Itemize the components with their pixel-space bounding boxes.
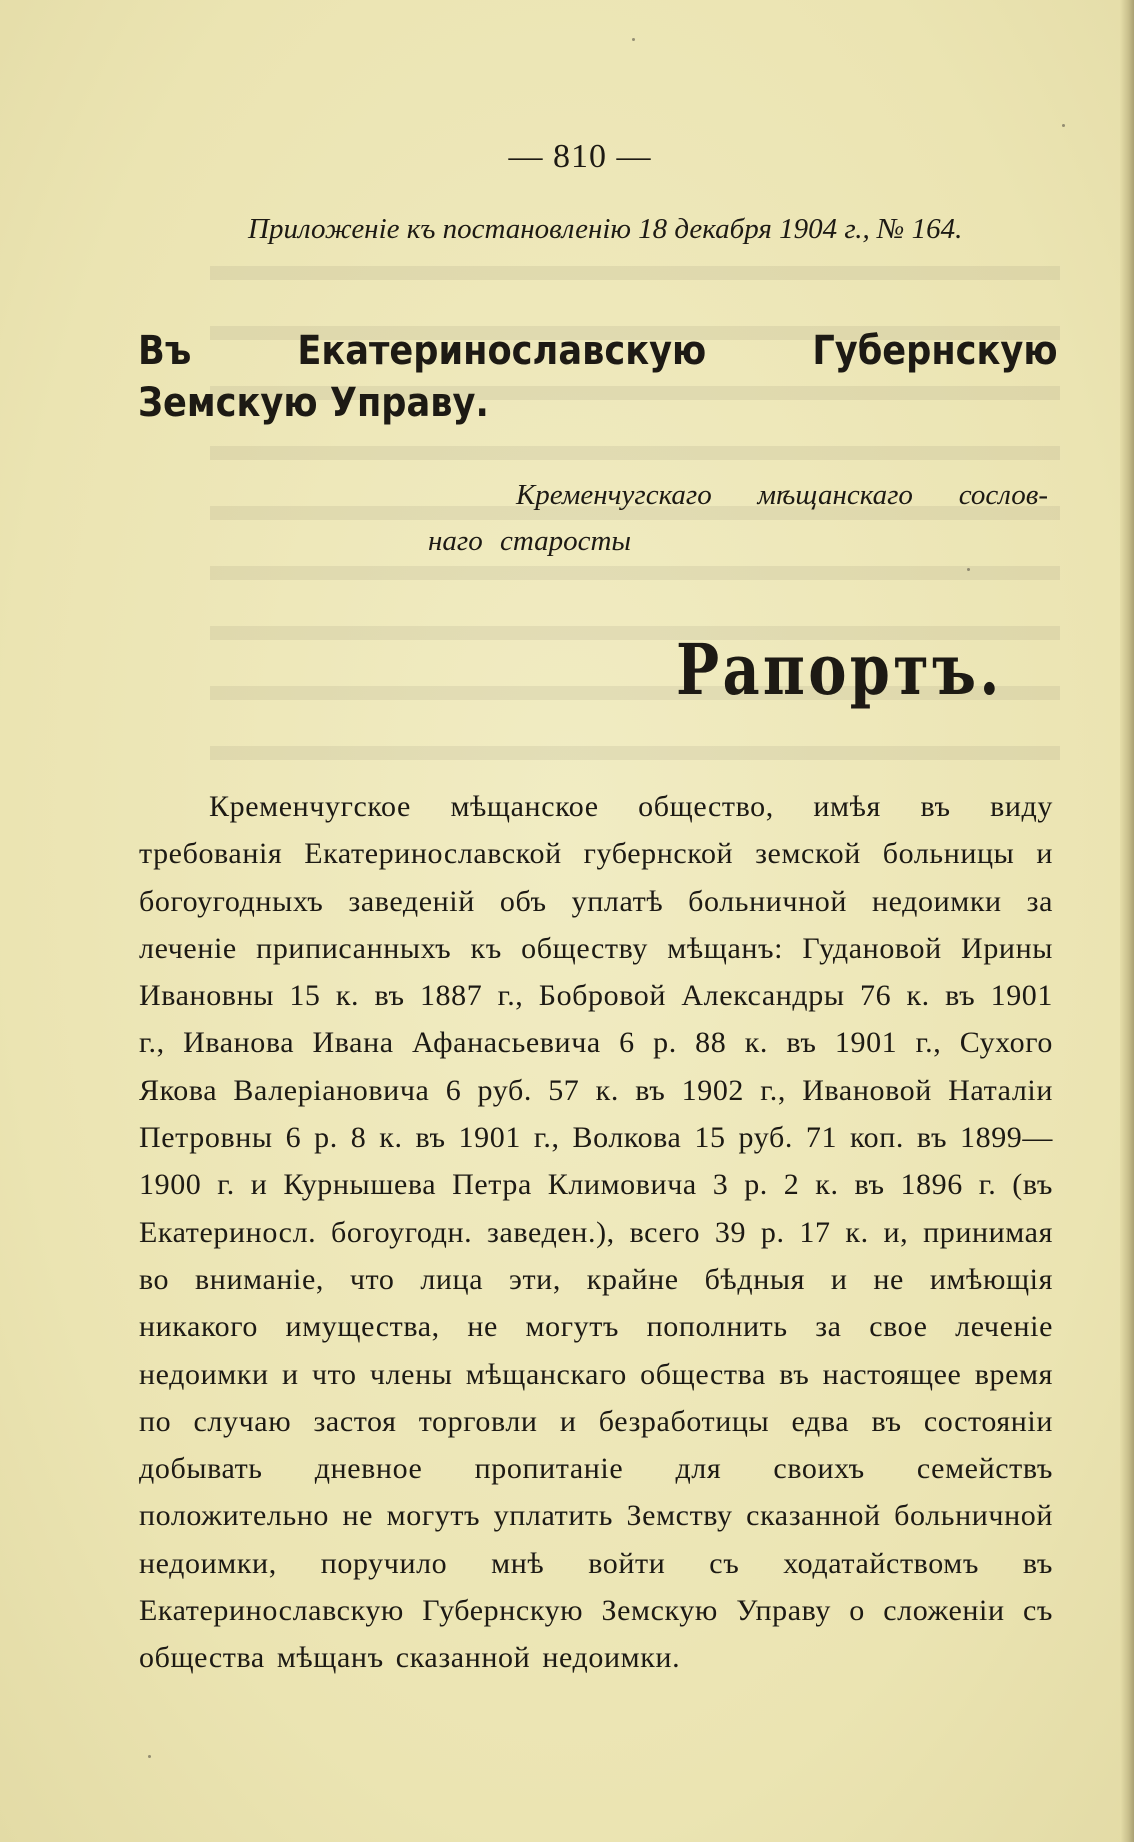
paper-speck (632, 38, 635, 41)
appendix-note: Приложеніе къ постановленію 18 декабря 1904 г., № 164. (248, 213, 963, 245)
paper-speck (1062, 124, 1065, 127)
sender-title (428, 472, 1048, 564)
page-number: — 810 — (508, 138, 652, 175)
sender-line-1: Кременчугскаго мѣщанскаго сослов- (516, 479, 1048, 511)
sender-line-2: наго старосты (428, 525, 632, 557)
page-edge-shadow (1120, 0, 1134, 1842)
paper-speck (148, 1755, 151, 1758)
paper-speck (967, 568, 970, 571)
report-heading: Рапортъ. (676, 628, 1003, 711)
report-body: Кременчугское мѣщанское общество, имѣя въ виду требованія Екатеринославской губернской земской больницы и богоугодныхъ заведеній объ уплатѣ больничной недоимки за леченіе приписанныхъ къ обществу мѣщанъ: Гудановой Ирины Ивановны 15 к. въ 1887 г., Бобровой Александры 76 к. въ 1901 г., Иванова Ивана Афанасьевича 6 р. 88 к. въ 1901 г., Сухого Якова Валеріановича 6 руб. 57 к. въ 1902 г., Ивановой Наталіи Петровны 6 р. 8 к. въ 1901 г., Волкова 15 руб. 71 коп. въ 1899—1900 г. и Курнышева Петра Климовича 3 р. 2 к. въ 1896 г. (въ Екатериносл. богоугодн. заведен.), всего 39 р. 17 к. и, принимая во вниманіе, что лица эти, крайне бѣдныя и не имѣющія никакого имущества, не могутъ пополнить за свое леченіе недоимки и что члены мѣщанскаго общества въ настоящее время по случаю застоя торговли и безработицы едва въ состояніи добывать дневное пропитаніе для своихъ семействъ положительно не могутъ уплатить Земству сказанной больничной недоимки, поручило мнѣ войти съ ходатайствомъ въ Екатеринославскую Губернскую Земскую Управу о сложеніи съ общества мѣщанъ сказанной недоимки. (139, 790, 1053, 1675)
addressee-heading: Въ Екатеринославскую Губернскую Земскую Управу. (138, 328, 1058, 426)
